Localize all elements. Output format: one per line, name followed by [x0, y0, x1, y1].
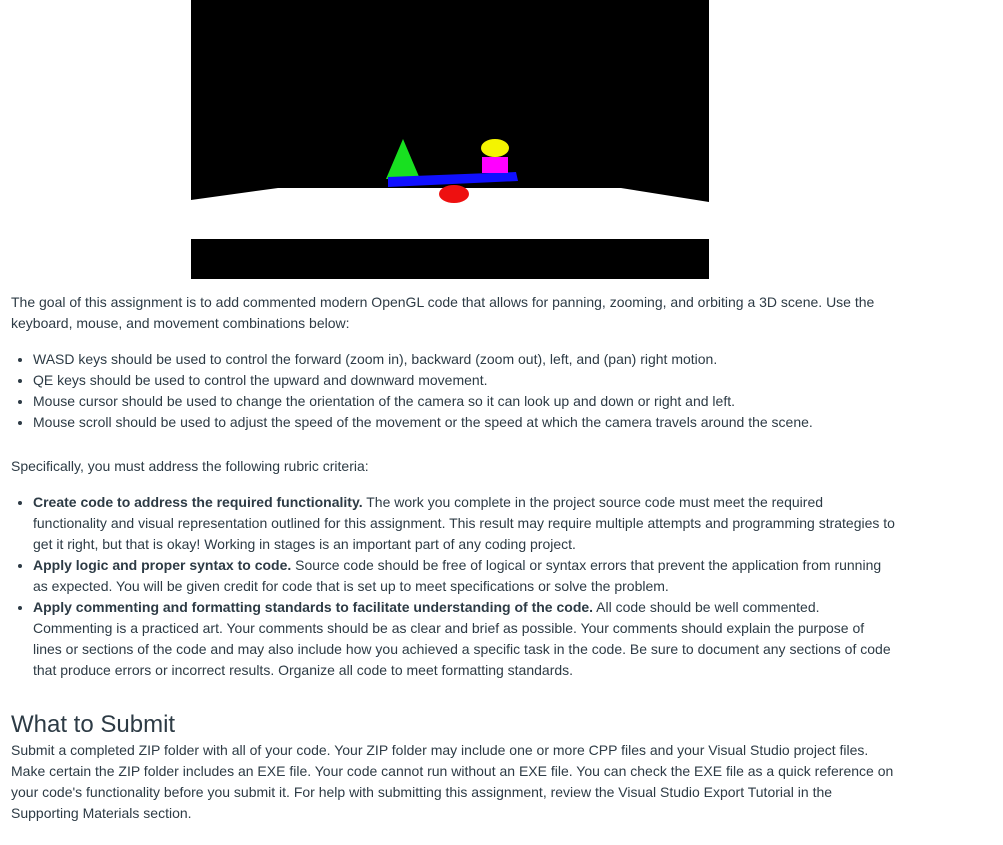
magenta-cube — [482, 157, 508, 173]
intro-paragraph: The goal of this assignment is to add commented modern OpenGL code that allows for panning, zooming, and orbiting a 3D scene. Use the keyboard, mouse, and movement combinations below: — [11, 294, 875, 331]
list-item: • QE keys should be used to control the upward and downward movement. — [33, 370, 896, 391]
yellow-sphere — [481, 139, 509, 157]
rubric-text: The work you complete in the project source code must meet the required functionality and visual representation outlined for this assignment. This result may require multiple attempts and programming strategies to get it right, but that is okay! Working in stages is an important part of any coding project. — [33, 494, 895, 552]
rubric-text: All code should be well commented. Commenting is a practiced art. Your comments should be as clear and brief as possible. Your comments should explain the purpose of lines or sections of the code and may also include how you achieved a specific task in the code. Be sure to document any sections of code that produce errors or incorrect results. Organize all code to meet formatting standards. — [33, 599, 891, 678]
rubric-text: Source code should be free of logical or syntax errors that prevent the application from running as expected. You will be given credit for code that is set up to meet specifications or solve the problem. — [33, 557, 882, 594]
rubric-list — [11, 492, 896, 681]
list-item — [33, 597, 896, 681]
list-item: • Mouse cursor should be used to change the orientation of the camera so it can look up and down or right and left. — [33, 391, 896, 412]
opengl-scene-screenshot — [191, 0, 709, 279]
rubric-title: Apply commenting and formatting standards to facilitate understanding of the code. — [33, 599, 594, 615]
section-heading: What to Submit — [11, 711, 176, 738]
scene-graphic — [191, 0, 709, 279]
rubric-title: Create code to address the required functionality. — [33, 494, 363, 510]
list-item: • Mouse scroll should be used to adjust the speed of the movement or the speed at which the camera travels around the scene. — [33, 412, 896, 433]
rubric-intro: Specifically, you must address the following rubric criteria: — [11, 458, 369, 474]
red-sphere — [439, 185, 469, 203]
list-item: • WASD keys should be used to control the forward (zoom in), backward (zoom out), left, and (pan) right motion. — [33, 349, 896, 370]
assignment-content — [11, 292, 896, 824]
list-item — [33, 492, 896, 555]
list-item — [33, 555, 896, 597]
controls-list — [11, 349, 896, 433]
submit-paragraph: Submit a completed ZIP folder with all of your code. Your ZIP folder may include one or more CPP files and your Visual Studio project files. Make certain the ZIP folder includes an EXE file. Your code cannot run without an EXE file. You can check the EXE file as a quick reference on your code's functionality before you submit it. For help with submitting this assignment, review the Visual Studio Export Tutorial in the Supporting Materials section. — [11, 742, 894, 821]
rubric-title: Apply logic and proper syntax to code. — [33, 557, 292, 573]
